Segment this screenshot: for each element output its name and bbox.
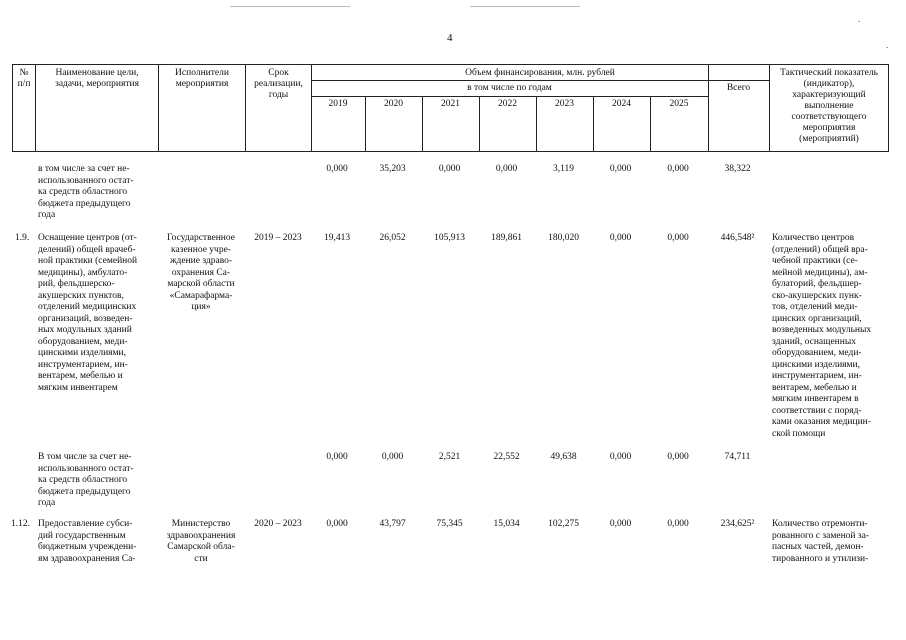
row-value-2022: 189,861 <box>491 233 522 243</box>
row-value-2023: 49,638 <box>550 452 577 462</box>
header-year: 2020 <box>384 99 403 109</box>
row-value-2021: 2,521 <box>438 452 461 462</box>
header-by-year: в том числе по годам <box>467 83 552 93</box>
header-no: № п/п <box>17 68 31 89</box>
row-value-2022: 15,034 <box>493 519 520 529</box>
row-value-2023: 3,119 <box>552 164 575 174</box>
row-name: Предоставление субси- дий государственным бюджетным учреждени- ям здравоохранения Са- <box>38 519 137 564</box>
header-year: 2022 <box>498 99 517 109</box>
row-value-2019: 0,000 <box>326 519 348 529</box>
row-value-2023: 180,020 <box>548 233 579 243</box>
header-year: 2025 <box>669 99 689 109</box>
row-value-2020: 26,052 <box>379 233 406 243</box>
row-value-2024: 0,000 <box>609 164 632 174</box>
row-value-2024: 0,000 <box>609 519 632 529</box>
row-value-2019: 0,000 <box>326 452 348 462</box>
row-executor: Министерство здравоохранения Самарской обла- сти <box>166 519 236 564</box>
row-number: 1.9. <box>15 233 30 243</box>
row-term: 2019 – 2023 <box>254 233 302 243</box>
row-value-2021: 105,913 <box>434 233 465 243</box>
row-indicator: Количество центров (отделений) общей вра- чебной практики (се- мейной медицины), ам- булаторий, фельдшер- ско-акушерских пунк- тов, отделений меди- цинских организаций, возведенных модульных зданий, оснащенных оборудованием, меди- цинскими изделиями, инструментарием, ин- вентарем, мебелью и мягким инвентарем в соответствии с поряд- ками оказания медицин- ской помощи <box>772 233 872 439</box>
row-value-2021: 75,345 <box>436 519 463 529</box>
table-header <box>12 64 889 152</box>
row-value-2020: 35,203 <box>379 164 406 174</box>
scan-dot: . <box>886 40 889 50</box>
row-value-2020: 0,000 <box>381 452 404 462</box>
header-term: Срок реализации, годы <box>254 68 303 100</box>
row-value-2022: 22,552 <box>493 452 520 462</box>
header-indicator: Тактический показатель (индикатор), характеризующий выполнение соответствующего мероприятия (мероприятий) <box>780 68 878 144</box>
row-value-2025: 0,000 <box>667 452 689 462</box>
scan-top-rule <box>470 6 580 7</box>
row-value-2023: 102,275 <box>548 519 579 529</box>
page-number: 4 <box>447 32 453 44</box>
header-year: 2019 <box>328 99 348 109</box>
row-executor: Государственное казенное учре- ждение здраво- охранения Са- марской области «Самарафарма- ция» <box>167 233 235 312</box>
row-value-2019: 0,000 <box>326 164 348 174</box>
row-total: 38,322 <box>724 164 751 174</box>
row-total: 446,548² <box>720 233 755 243</box>
row-value-2024: 0,000 <box>609 233 632 243</box>
row-value-2025: 0,000 <box>667 164 689 174</box>
header-year: 2021 <box>441 99 460 109</box>
row-name: В том числе за счет не- использованного остат- ка средств областного бюджета предыдущего года <box>38 452 134 508</box>
scan-dot: . <box>858 14 861 24</box>
header-year: 2024 <box>612 99 631 109</box>
row-term: 2020 – 2023 <box>254 519 302 529</box>
row-name: Оснащение центров (от- делений) общей врачеб- ной практики (семейной медицины), амбулато- рий, фельдшерско- акушерских пунктов, отделений медицинских организаций, возведен- ных модульных зданий оборудованием, меди- цинскими изделиями, инструментарием, ин- вентарем, мебелью и мягким инвентарем <box>38 233 138 393</box>
row-total: 74,711 <box>724 452 751 462</box>
row-value-2025: 0,000 <box>667 519 689 529</box>
row-value-2025: 0,000 <box>667 233 689 243</box>
row-value-2021: 0,000 <box>438 164 461 174</box>
header-year: 2023 <box>555 99 574 109</box>
header-finance: Объем финансирования, млн. рублей <box>465 68 615 78</box>
row-name: в том числе за счет не- использованного остат- ка средств областного бюджета предыдущего года <box>38 164 134 220</box>
header-total: Всего <box>726 83 751 93</box>
row-value-2020: 43,797 <box>379 519 406 529</box>
scan-top-rule <box>230 6 350 7</box>
row-value-2019: 19,413 <box>323 233 351 243</box>
row-value-2024: 0,000 <box>609 452 632 462</box>
row-value-2022: 0,000 <box>495 164 518 174</box>
row-number: 1.12. <box>11 519 30 529</box>
row-total: 234,625² <box>720 519 755 529</box>
header-name: Наименование цели, задачи, мероприятия <box>55 68 139 89</box>
row-indicator: Количество отремонти- рованного с заменой за- пасных частей, демон- тированного и утилизи- <box>772 519 869 564</box>
header-executor: Исполнители мероприятия <box>175 68 229 89</box>
